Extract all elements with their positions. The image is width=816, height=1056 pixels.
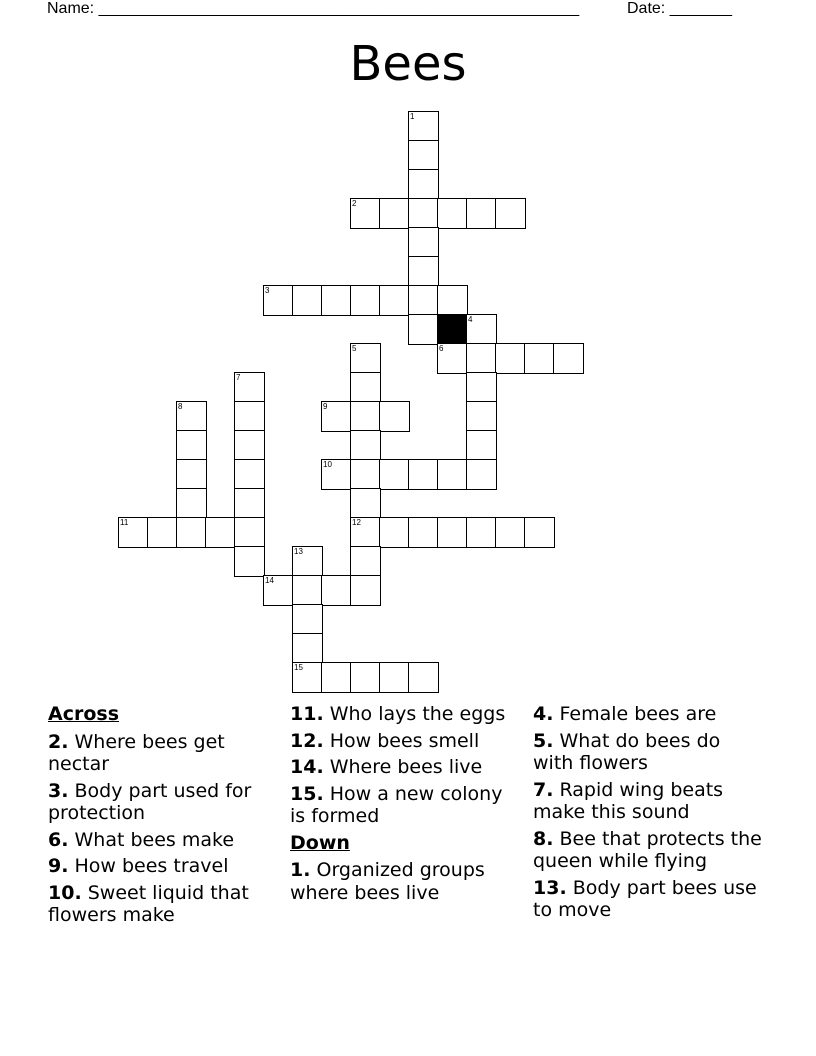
- crossword-cell[interactable]: [408, 256, 439, 287]
- crossword-cell[interactable]: [408, 517, 439, 548]
- clue-text: Rapid wing beats make this sound: [533, 778, 724, 823]
- clue-text: Body part bees use to move: [533, 876, 757, 921]
- cell-number: 15: [294, 663, 303, 672]
- clue-text: Female bees are: [559, 703, 717, 725]
- crossword-cell[interactable]: [408, 140, 439, 171]
- crossword-cell[interactable]: [350, 372, 381, 403]
- crossword-cell[interactable]: [234, 430, 265, 461]
- crossword-cell[interactable]: [118, 517, 149, 548]
- clue-number: 10.: [48, 881, 82, 904]
- across-heading: Across: [48, 703, 120, 725]
- crossword-cell[interactable]: [292, 662, 323, 693]
- crossword-cell[interactable]: [350, 546, 381, 577]
- cell-number: 2: [352, 199, 357, 208]
- clue-number: 3.: [48, 779, 69, 802]
- crossword-cell[interactable]: [263, 285, 294, 316]
- crossword-cell[interactable]: [205, 517, 236, 548]
- crossword-cell[interactable]: [176, 488, 207, 519]
- date-field-label: Date: _______: [627, 0, 732, 17]
- clue-number: 2.: [48, 730, 69, 753]
- crossword-cell[interactable]: [176, 459, 207, 490]
- crossword-cell[interactable]: [466, 430, 497, 461]
- clue-text: What do bees do with flowers: [533, 729, 721, 774]
- crossword-cell[interactable]: [524, 517, 555, 548]
- crossword-cell[interactable]: [466, 401, 497, 432]
- cell-number: 8: [178, 402, 183, 411]
- crossword-cell[interactable]: [350, 430, 381, 461]
- crossword-cell[interactable]: [292, 546, 323, 577]
- crossword-cell[interactable]: [350, 488, 381, 519]
- crossword-cell[interactable]: [350, 459, 381, 490]
- clue-text: Where bees live: [329, 756, 483, 778]
- clue-down-13: [533, 877, 765, 922]
- crossword-cell[interactable]: [495, 343, 526, 374]
- clue-down-5: [533, 730, 765, 775]
- crossword-cell[interactable]: [321, 575, 352, 606]
- clue-number: 9.: [48, 855, 69, 877]
- clue-text: Where bees get nectar: [48, 730, 225, 775]
- crossword-cell[interactable]: [350, 401, 381, 432]
- clue-across-12: [290, 730, 522, 753]
- clue-across-15: [290, 783, 522, 828]
- crossword-cell[interactable]: [176, 517, 207, 548]
- crossword-cell[interactable]: [292, 285, 323, 316]
- crossword-cell[interactable]: [147, 517, 178, 548]
- clue-number: 8.: [533, 827, 554, 850]
- crossword-cell[interactable]: [292, 633, 323, 664]
- clue-across-14: [290, 756, 522, 779]
- clue-across-10: [48, 882, 280, 927]
- crossword-cell[interactable]: [408, 198, 439, 229]
- crossword-cell[interactable]: [495, 517, 526, 548]
- name-field-label: Name: ______________________________________________________: [47, 0, 580, 17]
- crossword-cell[interactable]: [466, 198, 497, 229]
- crossword-cell[interactable]: [350, 575, 381, 606]
- crossword-cell[interactable]: [263, 575, 294, 606]
- crossword-cell[interactable]: [321, 459, 352, 490]
- crossword-cell[interactable]: [437, 459, 468, 490]
- crossword-cell[interactable]: [495, 198, 526, 229]
- clue-number: 6.: [48, 828, 69, 851]
- clue-text: Sweet liquid that flowers make: [48, 881, 249, 926]
- clue-text: What bees make: [74, 828, 235, 851]
- crossword-cell[interactable]: [466, 372, 497, 403]
- page-title: Bees: [349, 36, 467, 92]
- crossword-cell[interactable]: [321, 401, 352, 432]
- crossword-cell[interactable]: [321, 285, 352, 316]
- crossword-cell[interactable]: [292, 575, 323, 606]
- crossword-cell[interactable]: [437, 517, 468, 548]
- crossword-cell[interactable]: [379, 198, 410, 229]
- clue-text: Body part used for protection: [48, 779, 252, 824]
- crossword-cell[interactable]: [379, 662, 410, 693]
- clue-number: 11.: [290, 703, 324, 725]
- clue-number: 4.: [533, 703, 554, 725]
- clue-number: 1.: [290, 859, 311, 881]
- cell-number: 13: [294, 547, 303, 556]
- crossword-cell[interactable]: [292, 604, 323, 635]
- crossword-cell[interactable]: [524, 343, 555, 374]
- clues-column-1: [48, 703, 280, 931]
- cell-number: 12: [352, 518, 361, 527]
- clue-number: 5.: [533, 729, 554, 752]
- cell-number: 4: [468, 315, 473, 324]
- crossword-cell[interactable]: [379, 401, 410, 432]
- crossword-cell[interactable]: [321, 662, 352, 693]
- clue-across-3: [48, 780, 280, 825]
- crossword-cell[interactable]: [176, 430, 207, 461]
- cell-number: 3: [265, 286, 270, 295]
- crossword-cell[interactable]: [437, 285, 468, 316]
- crossword-cell[interactable]: [379, 285, 410, 316]
- clue-text: How a new colony is formed: [290, 782, 503, 827]
- clue-across-11: [290, 703, 522, 726]
- clue-down-4: [533, 703, 765, 726]
- clue-across-2: [48, 731, 280, 776]
- crossword-cell[interactable]: [408, 459, 439, 490]
- crossword-cell[interactable]: [234, 372, 265, 403]
- crossword-cell[interactable]: [553, 343, 584, 374]
- cell-number: 6: [439, 344, 444, 353]
- crossword-cell[interactable]: [234, 459, 265, 490]
- crossword-cell[interactable]: [234, 517, 265, 548]
- crossword-cell[interactable]: [350, 517, 381, 548]
- clue-text: How bees travel: [74, 855, 229, 877]
- cell-number: 7: [236, 373, 241, 382]
- clue-down-1: [290, 859, 522, 904]
- crossword-cell[interactable]: [466, 343, 497, 374]
- cell-number: 1: [410, 112, 415, 121]
- crossword-cell[interactable]: [234, 488, 265, 519]
- cell-number: 11: [120, 518, 129, 527]
- clue-across-6: [48, 829, 280, 852]
- crossword-cell[interactable]: [466, 314, 497, 345]
- cell-number: 10: [323, 460, 332, 469]
- crossword-cell[interactable]: [350, 198, 381, 229]
- crossword-cell[interactable]: [466, 517, 497, 548]
- clue-down-8: [533, 828, 765, 873]
- crossword-cell[interactable]: [234, 546, 265, 577]
- clue-text: Organized groups where bees live: [290, 859, 485, 904]
- crossword-cell[interactable]: [408, 285, 439, 316]
- clues-column-2: [290, 703, 522, 908]
- crossword-cell[interactable]: [437, 343, 468, 374]
- clues-column-3: [533, 703, 765, 926]
- clue-down-7: [533, 779, 765, 824]
- crossword-cell[interactable]: [408, 227, 439, 258]
- crossword-cell[interactable]: [466, 459, 497, 490]
- crossword-cell[interactable]: [350, 343, 381, 374]
- crossword-cell[interactable]: [350, 285, 381, 316]
- clue-number: 12.: [290, 729, 324, 752]
- crossword-cell[interactable]: [350, 662, 381, 693]
- crossword-cell[interactable]: [408, 111, 439, 142]
- crossword-cell[interactable]: [234, 401, 265, 432]
- cell-number: 9: [323, 402, 328, 411]
- cell-number: 5: [352, 344, 357, 353]
- clue-across-9: [48, 855, 280, 878]
- clue-text: Who lays the eggs: [329, 703, 506, 725]
- crossword-cell[interactable]: [379, 459, 410, 490]
- crossword-cell[interactable]: [408, 314, 439, 345]
- crossword-cell[interactable]: [408, 169, 439, 200]
- down-heading: Down: [290, 831, 350, 854]
- crossword-cell[interactable]: [379, 517, 410, 548]
- clue-text: How bees smell: [329, 729, 480, 752]
- crossword-cell[interactable]: [408, 662, 439, 693]
- clue-number: 15.: [290, 782, 324, 805]
- clue-text: Bee that protects the queen while flying: [533, 827, 762, 872]
- cell-number: 14: [265, 576, 274, 585]
- crossword-cell[interactable]: [437, 198, 468, 229]
- clue-number: 14.: [290, 756, 324, 778]
- crossword-cell[interactable]: [176, 401, 207, 432]
- blocked-cell: [437, 314, 468, 345]
- clue-number: 7.: [533, 778, 554, 801]
- clue-number: 13.: [533, 876, 567, 899]
